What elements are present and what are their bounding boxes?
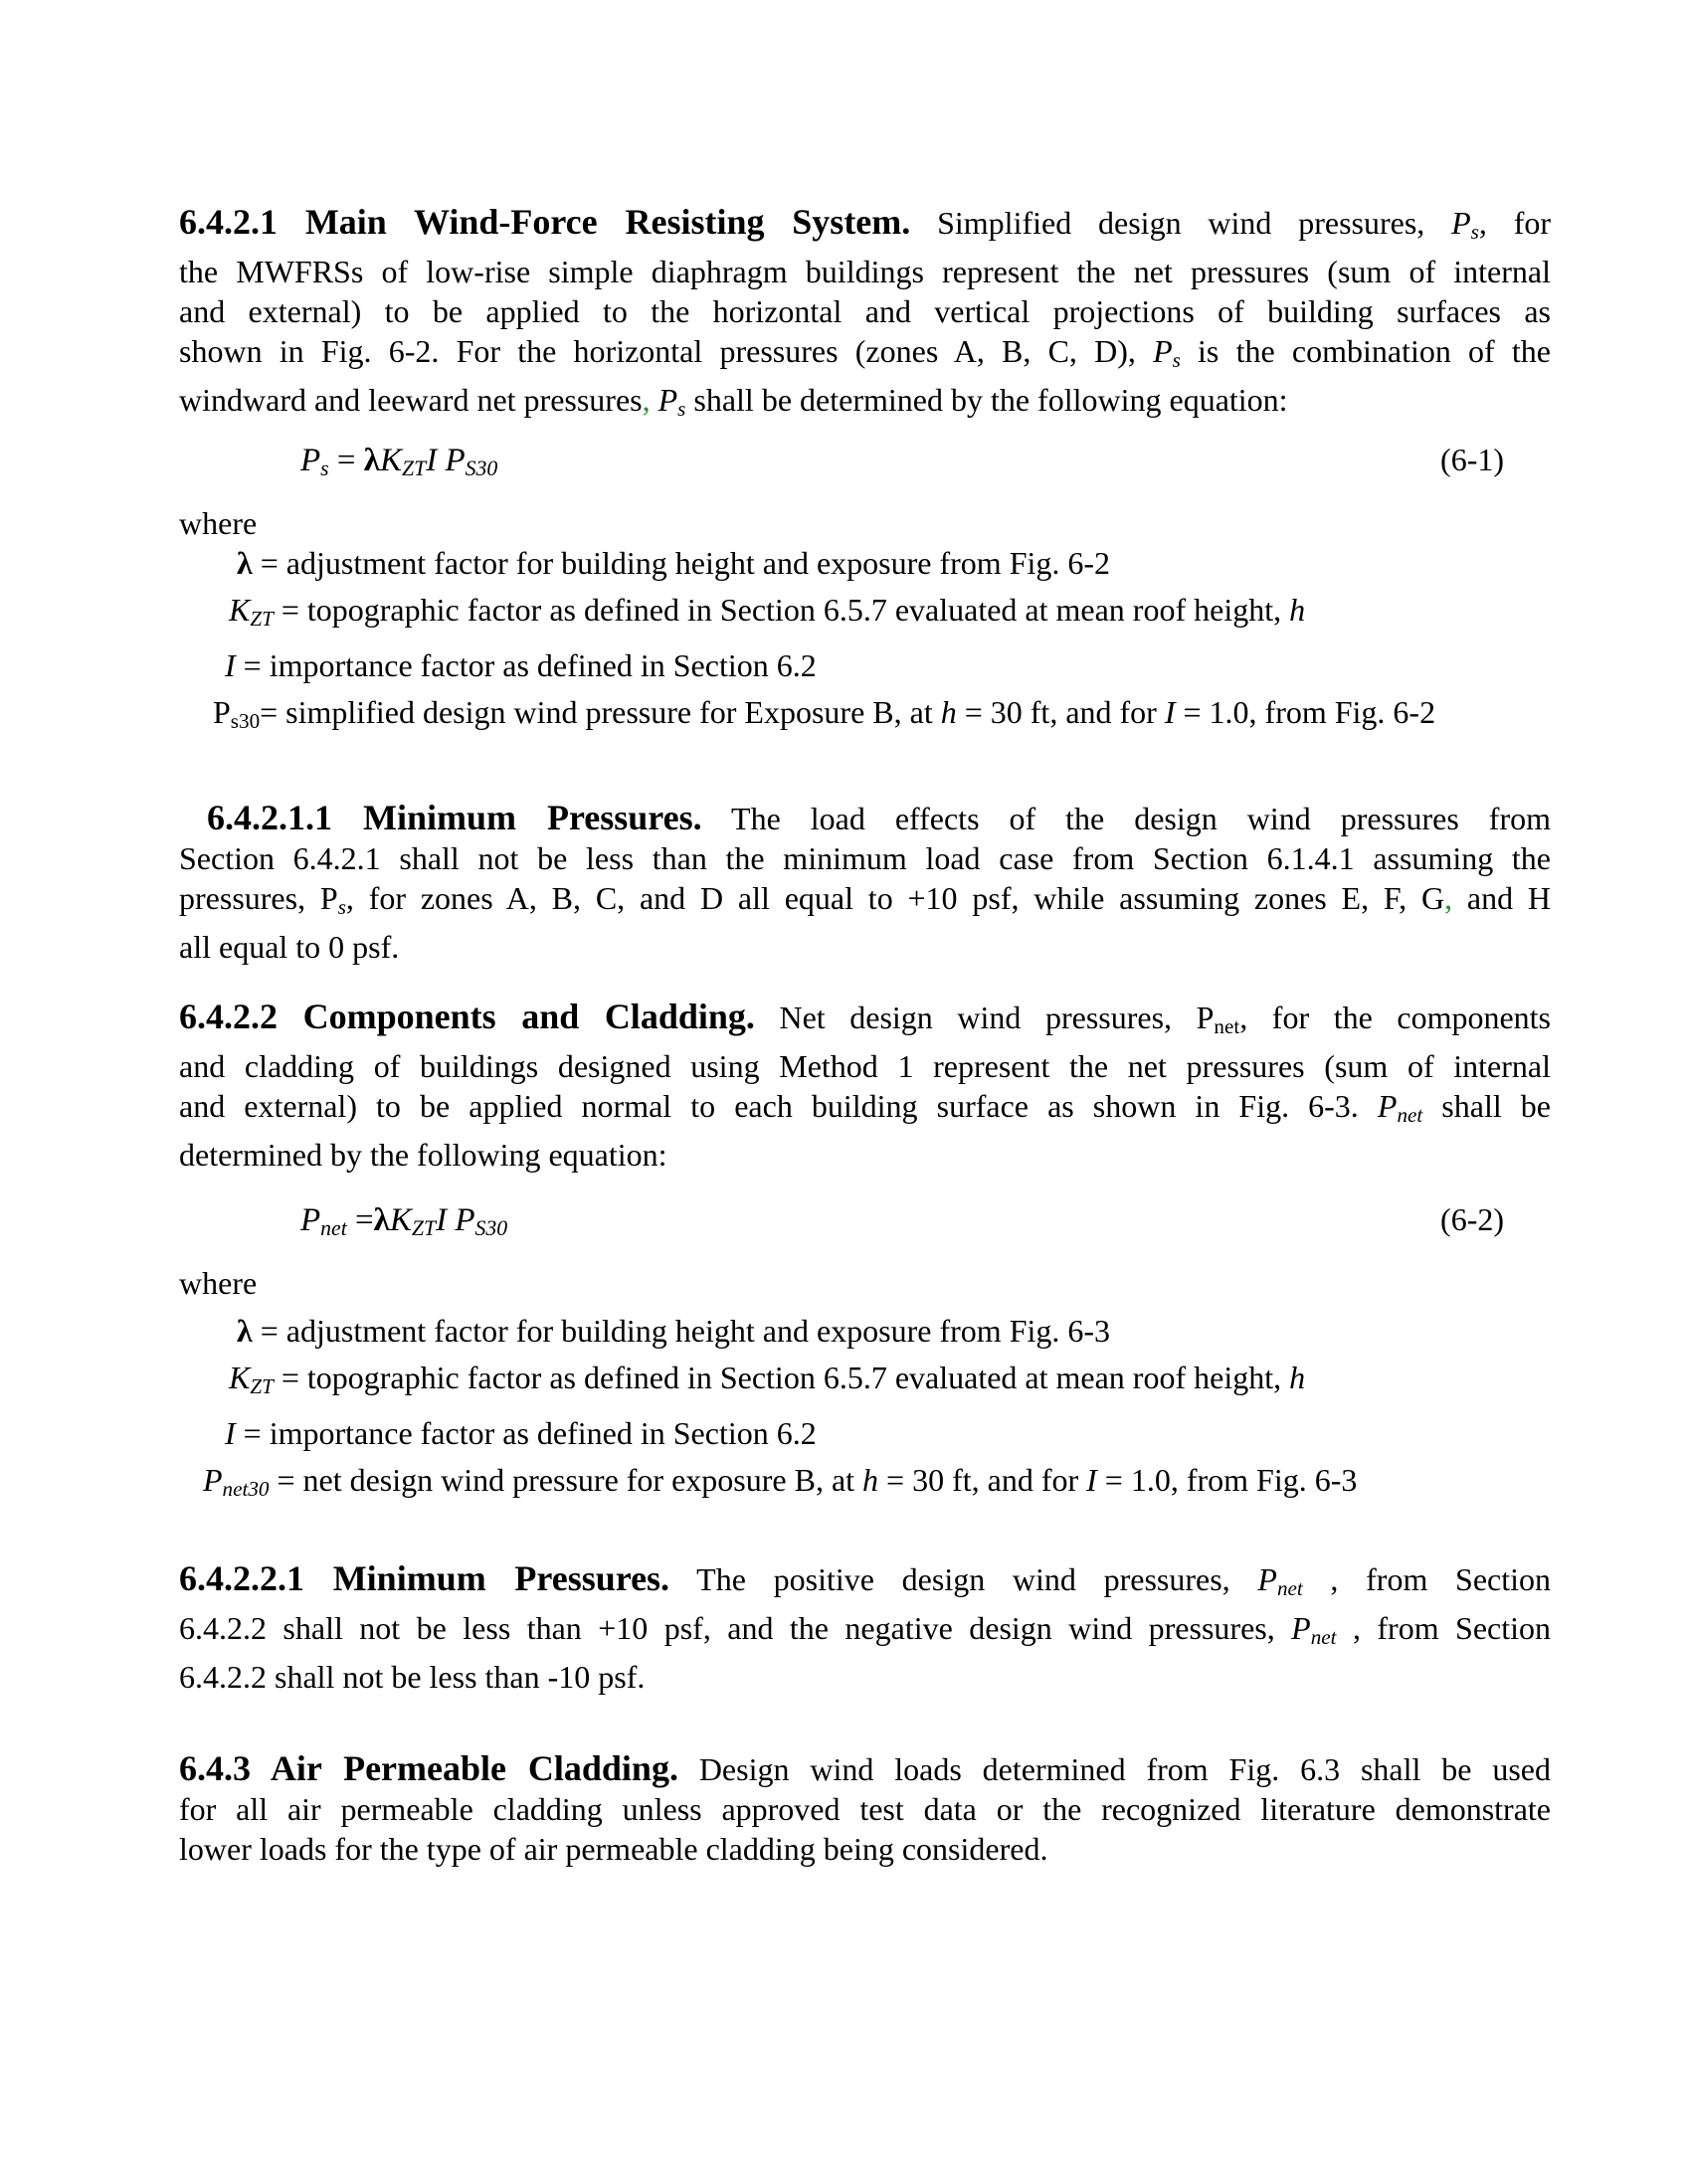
text-run: P — [300, 1201, 321, 1238]
text-run: 6.4.2.2 shall not be less than -10 psf. — [179, 1659, 646, 1696]
text-run: Design wind loads determined from Fig. 6.3 shall be used — [677, 1751, 1552, 1788]
text-run: s — [1470, 220, 1479, 245]
text-run: pressures, P — [179, 879, 338, 916]
deflist-2 — [179, 1311, 1551, 1509]
text-run: I — [436, 1201, 456, 1238]
equation-body — [179, 1197, 507, 1251]
text-run — [651, 382, 658, 418]
equation-number: (6-2) — [1440, 1200, 1504, 1237]
para-6-4-2-1-1 — [179, 798, 1551, 967]
text-run: s — [337, 894, 346, 919]
para-6-4-3 — [179, 1748, 1551, 1869]
section-heading-6-4-2-2-1: 6.4.2.2.1 Minimum Pressures. — [179, 1558, 670, 1599]
text-run: P — [1153, 333, 1173, 370]
text-line — [179, 202, 1551, 252]
text-run: = adjustment factor for building height and exposure from Fig. 6-2 — [252, 545, 1111, 582]
text-run: P — [445, 443, 466, 479]
where-1 — [179, 503, 1551, 543]
text-run: P — [1451, 205, 1471, 241]
text-run: P — [203, 1462, 223, 1498]
equation-6-2 — [179, 1196, 1551, 1251]
text-line — [179, 798, 1551, 838]
text-line — [179, 1748, 1551, 1789]
text-run: and H — [1452, 879, 1552, 916]
text-line — [179, 503, 1551, 543]
text-run: K — [229, 1359, 251, 1395]
text-line — [179, 927, 1551, 967]
text-run: net — [1214, 1013, 1240, 1038]
text-run: shall be determined by the following equation: — [685, 382, 1288, 419]
definition-item-pnet30 — [179, 1460, 1551, 1509]
text-run: = 1.0, from Fig. 6-3 — [1096, 1462, 1358, 1498]
text-run: , for zones A, B, C, and D all equal to +10 psf, while assuming zones E, F, G — [345, 879, 1445, 916]
text-line — [179, 1558, 1551, 1608]
text-run: ZT — [411, 1215, 437, 1240]
text-run: where — [179, 505, 258, 542]
text-run: h — [1289, 1359, 1306, 1395]
text-run: S30 — [465, 456, 498, 481]
text-run: , — [642, 382, 651, 419]
text-run: s30 — [230, 709, 261, 734]
text-run: s — [677, 397, 686, 422]
text-run: K — [229, 592, 251, 629]
text-run: K — [380, 443, 403, 479]
text-run: h — [940, 694, 957, 731]
text-run: and cladding of buildings designed using Method 1 represent the net pressures (sum of internal — [179, 1047, 1551, 1084]
text-run: windward and leeward net pressures — [179, 382, 643, 419]
text-run: The positive design wind pressures, — [669, 1561, 1258, 1598]
definition-item-kzt — [179, 590, 1551, 638]
para-6-4-2-2-1 — [179, 1558, 1551, 1697]
text-run: ZT — [250, 607, 274, 632]
definition-item-lambda — [179, 1311, 1551, 1351]
text-run: = — [346, 1201, 374, 1238]
text-run: I — [426, 443, 446, 479]
text-run: h — [1289, 592, 1306, 629]
lambda-symbol: λ — [237, 545, 253, 582]
text-line — [179, 838, 1551, 878]
text-run: ZT — [250, 1374, 274, 1398]
document-content — [179, 202, 1551, 1869]
text-run: The load effects of the design wind pressures from — [701, 800, 1552, 836]
text-run: K — [389, 1201, 412, 1238]
text-run: = 1.0, from Fig. 6-2 — [1175, 694, 1436, 731]
text-run: , — [1444, 879, 1453, 916]
text-run: P — [300, 443, 321, 479]
definition-item-kzt — [179, 1358, 1551, 1406]
text-run: , for — [1478, 205, 1552, 241]
text-run: net — [1276, 1576, 1303, 1601]
text-run: net — [1397, 1102, 1423, 1127]
section-heading-6-4-2-1-1: 6.4.2.1.1 Minimum Pressures. — [207, 797, 702, 837]
text-run: ZT — [402, 456, 427, 481]
text-line — [179, 1608, 1551, 1657]
text-run: Section 6.4.2.1 shall not be less than the minimum load case from Section 6.1.4.1 assuming the — [179, 839, 1551, 876]
text-run: net — [1310, 1625, 1337, 1650]
text-run: I — [225, 1415, 236, 1451]
text-run: = 30 ft, and for — [956, 694, 1165, 731]
text-line — [179, 331, 1551, 380]
text-run: lower loads for the type of air permeable cladding being considered. — [179, 1831, 1048, 1868]
lambda-symbol: λ — [363, 443, 380, 479]
text-run: net30 — [222, 1477, 270, 1502]
text-run: Simplified design wind pressures, — [910, 205, 1452, 241]
text-run: , from Section — [1302, 1561, 1552, 1598]
text-line — [179, 1086, 1551, 1135]
definition-item-imp — [179, 1413, 1551, 1453]
equation-6-1 — [179, 437, 1551, 491]
lambda-symbol: λ — [373, 1201, 390, 1238]
text-run: = 30 ft, and for — [878, 1462, 1087, 1498]
text-run: P — [213, 694, 231, 731]
definition-item-p30 — [179, 692, 1551, 741]
where-2 — [179, 1263, 1551, 1303]
text-line — [179, 380, 1551, 429]
text-run: shown in Fig. 6-2. For the horizontal pressures (zones A, B, C, D), — [179, 333, 1154, 370]
text-run: h — [862, 1462, 879, 1498]
definition-item-imp — [179, 645, 1551, 685]
text-run: s — [320, 456, 329, 481]
text-run: shall be — [1422, 1087, 1552, 1124]
text-run: = importance factor as defined in Section 6.2 — [235, 1415, 817, 1451]
para-6-4-2-2 — [179, 997, 1551, 1175]
text-run: and external) to be applied normal to each building surface as shown in Fig. 6-3. — [179, 1087, 1378, 1124]
deflist-1 — [179, 543, 1551, 741]
text-run: S30 — [474, 1215, 508, 1240]
text-run: P — [455, 1201, 475, 1238]
text-run: = importance factor as defined in Section 6.2 — [235, 647, 817, 684]
section-heading-6-4-3: 6.4.3 Air Permeable Cladding. — [179, 1748, 678, 1789]
text-line — [179, 1829, 1551, 1869]
text-run: , for the components — [1239, 999, 1552, 1035]
text-run: s — [1172, 348, 1181, 373]
text-run: all equal to 0 psf. — [179, 928, 400, 965]
text-run: I — [1086, 1462, 1097, 1498]
text-run: is the combination of the — [1180, 333, 1552, 370]
text-line — [179, 997, 1551, 1046]
text-run: = simplified design wind pressure for Exposure B, at — [260, 694, 941, 731]
text-run: = topographic factor as defined in Section 6.5.7 evaluated at mean roof height, — [273, 1359, 1290, 1395]
text-run: , from Section — [1336, 1610, 1552, 1647]
text-run: = net design wind pressure for exposure B, at — [269, 1462, 863, 1498]
text-run: = adjustment factor for building height and exposure from Fig. 6-3 — [252, 1312, 1111, 1349]
text-run: I — [1164, 694, 1176, 731]
text-run: P — [1291, 1610, 1311, 1647]
text-line — [179, 1263, 1551, 1303]
text-run: and external) to be applied to the horizontal and vertical projections of building surfaces as — [179, 293, 1551, 330]
text-run: Net design wind pressures, P — [754, 999, 1215, 1035]
text-line — [179, 1789, 1551, 1829]
text-run: = — [328, 443, 364, 479]
text-run: P — [1377, 1087, 1398, 1124]
text-line — [179, 252, 1551, 291]
para-6-4-2-1 — [179, 202, 1551, 429]
lambda-symbol: λ — [237, 1312, 253, 1349]
text-run: P — [1257, 1561, 1277, 1598]
text-line — [179, 1046, 1551, 1086]
section-heading-6-4-2-1: 6.4.2.1 Main Wind-Force Resisting System. — [179, 202, 911, 242]
text-run: = topographic factor as defined in Section 6.5.7 evaluated at mean roof height, — [273, 592, 1290, 629]
text-run: where — [179, 1264, 258, 1301]
equation-body — [179, 438, 497, 491]
text-line — [179, 878, 1551, 927]
text-run: determined by the following equation: — [179, 1136, 667, 1173]
text-run: net — [320, 1215, 347, 1240]
equation-number: (6-1) — [1440, 442, 1504, 478]
text-run: P — [657, 382, 678, 419]
text-run: 6.4.2.2 shall not be less than +10 psf, and the negative design wind pressures, — [179, 1610, 1292, 1647]
text-run: I — [225, 647, 236, 684]
text-run: for all air permeable cladding unless approved test data or the recognized literature demonstrate — [179, 1791, 1551, 1828]
text-line — [179, 1135, 1551, 1175]
text-line — [179, 1657, 1551, 1697]
text-line — [179, 291, 1551, 331]
section-heading-6-4-2-2: 6.4.2.2 Components and Cladding. — [179, 996, 755, 1036]
definition-item-lambda — [179, 543, 1551, 583]
text-run: the MWFRSs of low-rise simple diaphragm buildings represent the net pressures (sum of internal — [179, 254, 1551, 290]
